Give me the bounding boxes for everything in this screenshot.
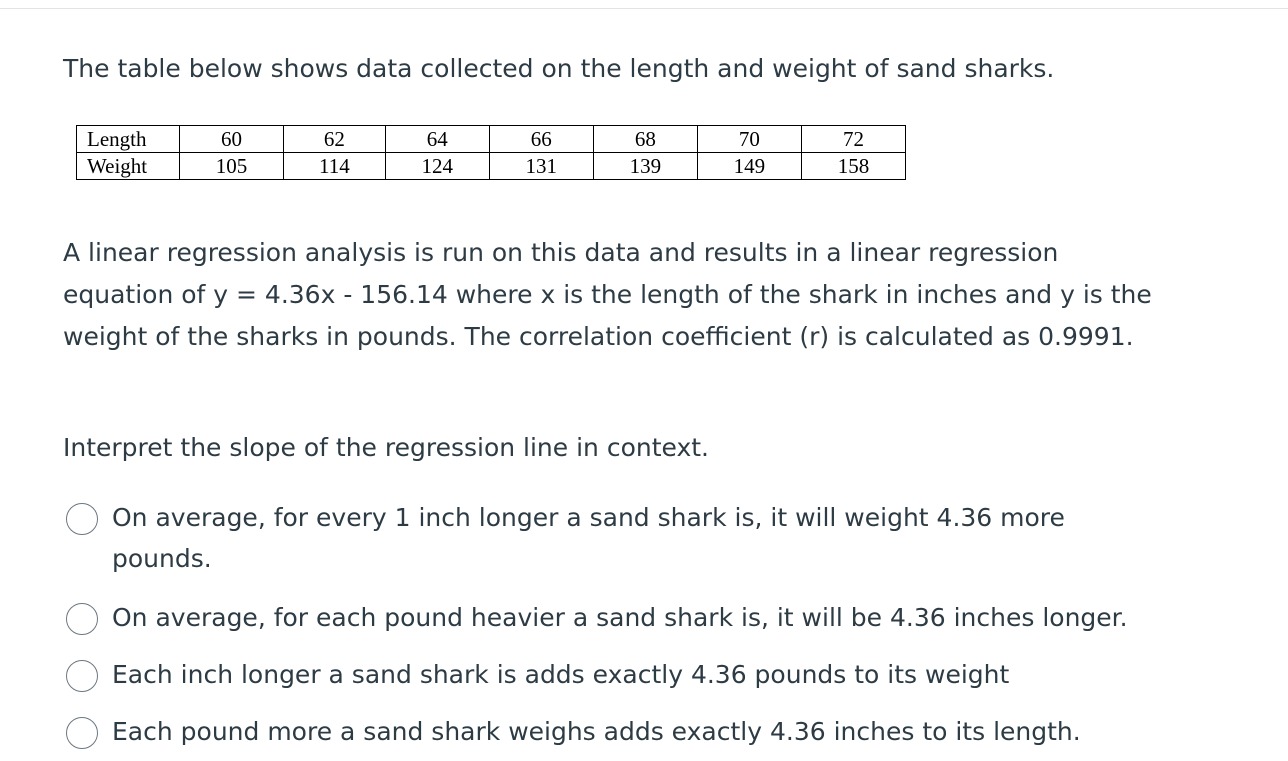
table-cell: 114 (284, 153, 386, 180)
table-cell: 72 (801, 126, 905, 153)
table-cell: 158 (801, 153, 905, 180)
radio-button[interactable] (66, 503, 98, 535)
table-cell: 105 (180, 153, 284, 180)
answer-label[interactable]: On average, for each pound heavier a sand shark is, it will be 4.36 inches longer. (112, 603, 1128, 632)
answer-option-1[interactable] (66, 497, 1112, 579)
question-prompt: Interpret the slope of the regression line in context. (63, 433, 710, 462)
radio-button[interactable] (66, 717, 98, 749)
row-label-weight: Weight (77, 153, 180, 180)
table-cell: 62 (284, 126, 386, 153)
table-cell: 64 (385, 126, 489, 153)
table-cell: 131 (489, 153, 593, 180)
shark-data-table (76, 125, 906, 180)
answer-label[interactable]: Each pound more a sand shark weighs adds exactly 4.36 inches to its length. (112, 717, 1081, 746)
answer-option-2[interactable] (66, 597, 1128, 638)
question-intro: The table below shows data collected on the length and weight of sand sharks. (63, 54, 1055, 83)
answer-option-3[interactable] (66, 654, 1009, 695)
table-cell: 68 (593, 126, 697, 153)
table-row-length (77, 126, 906, 153)
table-cell: 70 (697, 126, 801, 153)
answer-option-4[interactable] (66, 711, 1081, 752)
table-cell: 60 (180, 126, 284, 153)
answer-label[interactable]: Each inch longer a sand shark is adds exactly 4.36 pounds to its weight (112, 660, 1010, 689)
row-label-length: Length (77, 126, 180, 153)
table-cell: 66 (489, 126, 593, 153)
top-divider (0, 8, 1288, 9)
answer-label[interactable]: On average, for every 1 inch longer a sand shark is, it will weight 4.36 more pounds. (112, 503, 1065, 573)
regression-description: A linear regression analysis is run on this data and results in a linear regression equation of y = 4.36x - 156.14 where x is the length of the shark in inches and y is the weight of the sharks in pounds. The correlation coefficient (r) is calculated as 0.9991. (63, 238, 1152, 351)
radio-button[interactable] (66, 603, 98, 635)
table-cell: 124 (385, 153, 489, 180)
table-row-weight (77, 153, 906, 180)
table-cell: 139 (593, 153, 697, 180)
table-cell: 149 (697, 153, 801, 180)
radio-button[interactable] (66, 660, 98, 692)
